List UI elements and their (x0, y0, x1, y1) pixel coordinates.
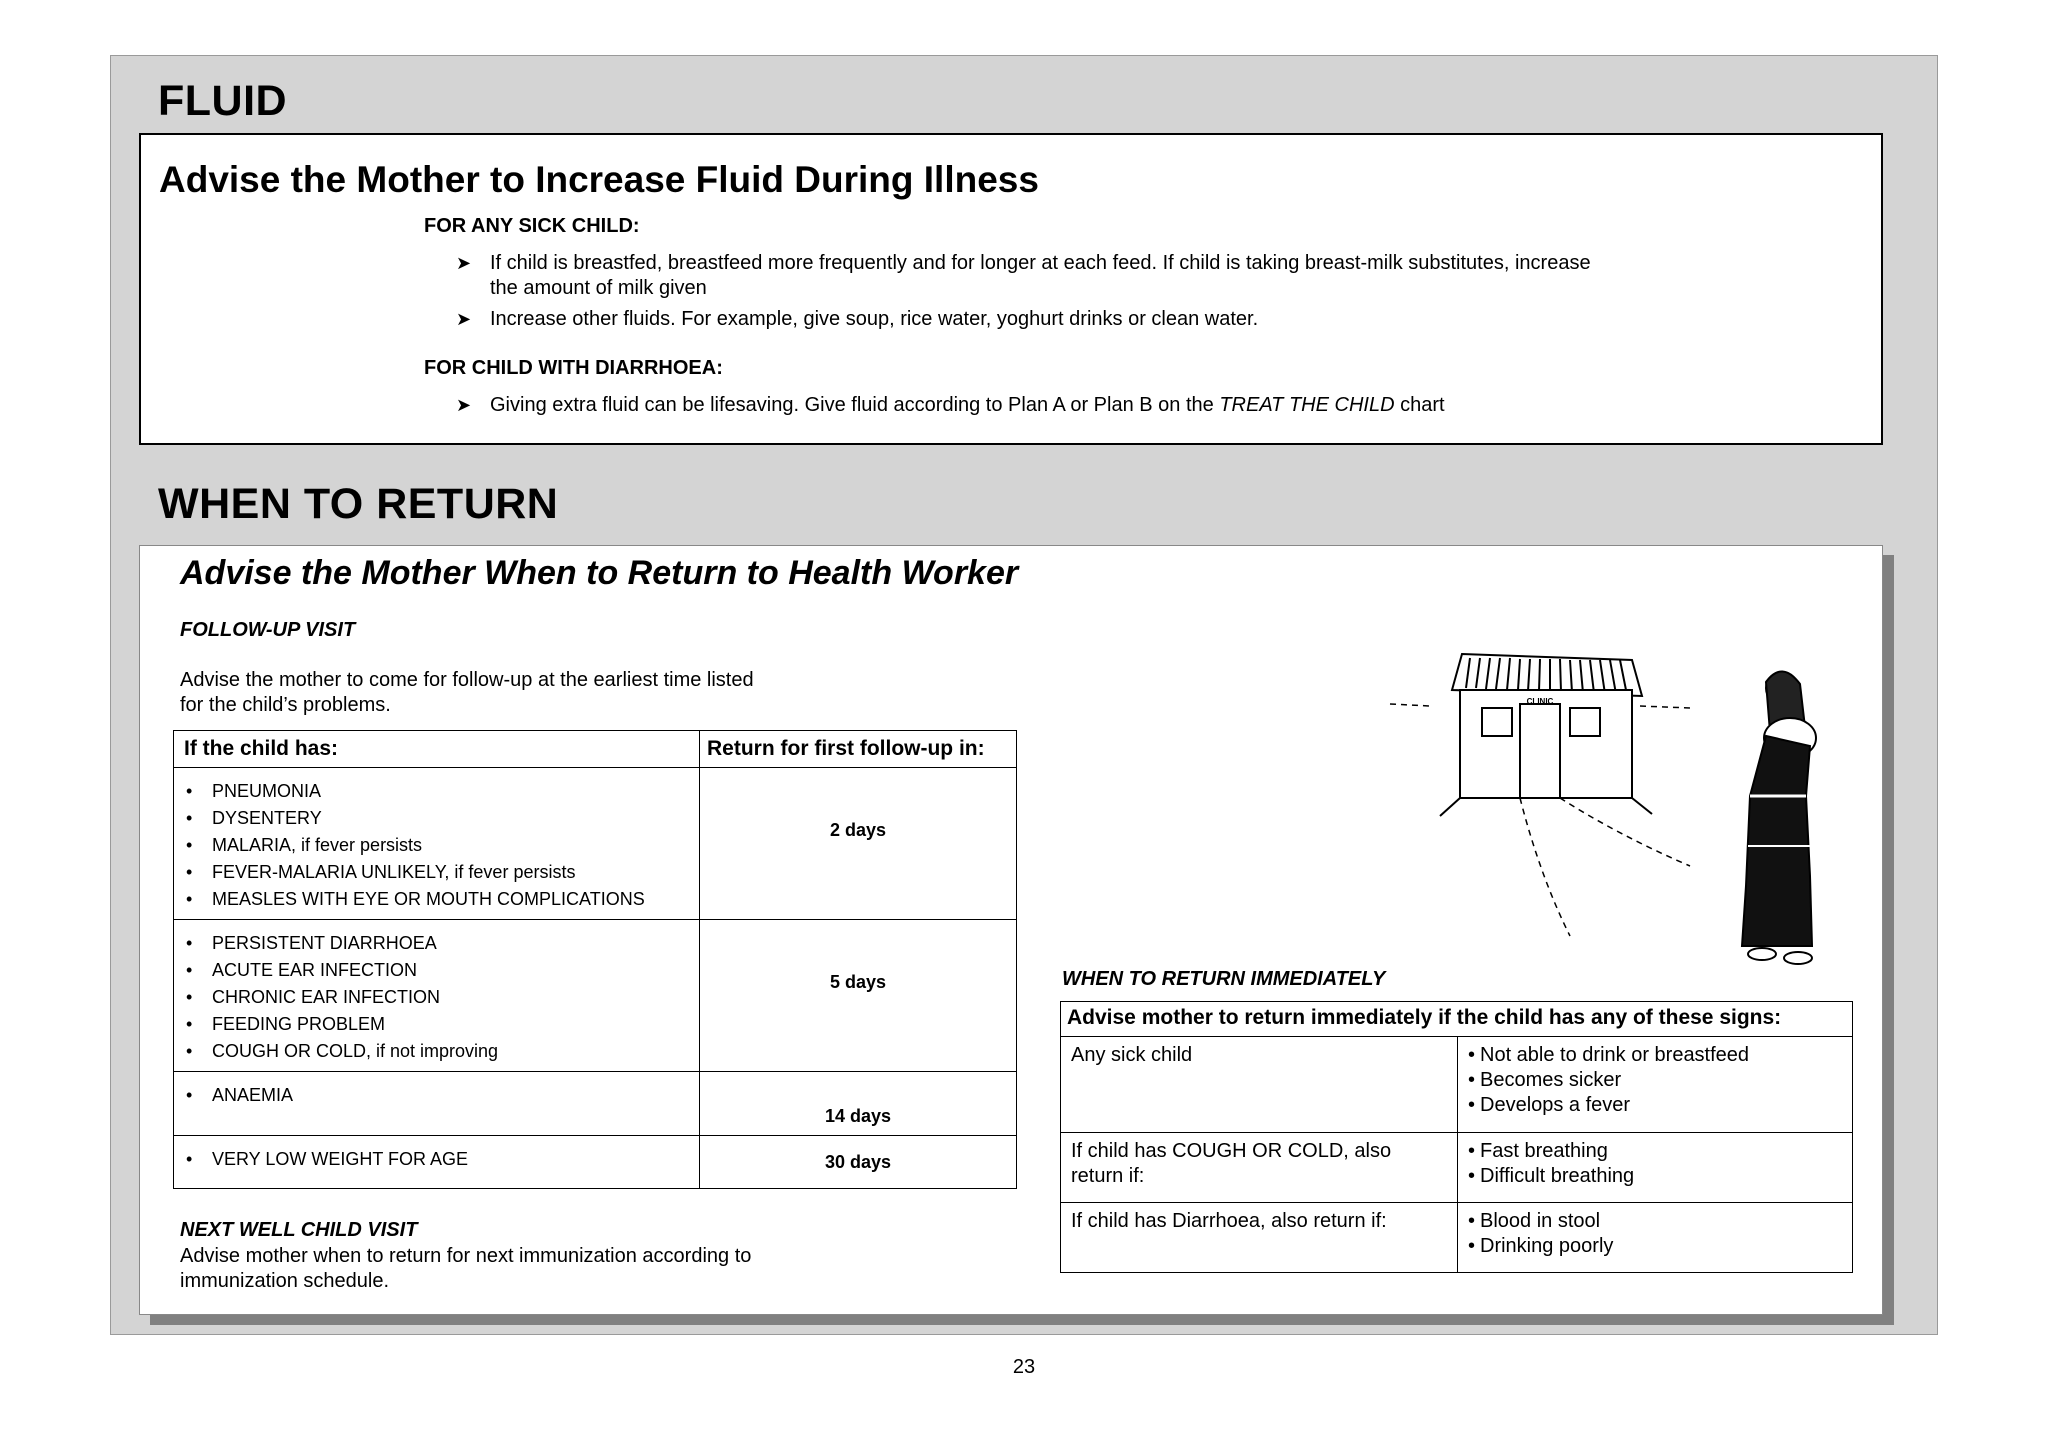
days-value: 5 days (700, 920, 1017, 1072)
header-return: Return for first follow-up in: (700, 731, 1017, 768)
list-item: • FEEDING PROBLEM (186, 1011, 699, 1038)
days-value: 14 days (700, 1072, 1017, 1136)
list-item: • ACUTE EAR INFECTION (186, 957, 699, 984)
fluid-box (139, 133, 1883, 445)
sick-child-item-1: ➤ If child is breastfed, breastfeed more frequently and for longer at each feed. If child is taking breast-milk substitutes, increase the amount of milk given (456, 252, 1591, 299)
followup-table (173, 730, 1017, 1189)
list-item: • Not able to drink or breastfeed (1468, 1043, 1842, 1068)
list-item: • Blood in stool (1468, 1209, 1842, 1234)
list-item: • CHRONIC EAR INFECTION (186, 984, 699, 1011)
table-row (174, 920, 1017, 1072)
list-item: • Drinking poorly (1468, 1234, 1842, 1259)
clinic-sign: CLINIC (1526, 697, 1554, 706)
table-row (174, 1136, 1017, 1189)
list-item: • COUGH OR COLD, if not improving (186, 1038, 699, 1065)
fluid-section-title: FLUID (158, 77, 288, 125)
list-item: • Difficult breathing (1468, 1164, 1842, 1189)
diarrhoea-label: FOR CHILD WITH DIARRHOEA: (424, 357, 723, 379)
list-item: • ANAEMIA (186, 1082, 699, 1109)
immediate-header: Advise mother to return immediately if the child has any of these signs: (1061, 1002, 1853, 1037)
return-box (139, 545, 1883, 1315)
header-condition: If the child has: (174, 731, 700, 768)
condition-cell: If child has Diarrhoea, also return if: (1061, 1203, 1458, 1273)
table-row (1061, 1203, 1853, 1273)
table-header-row (174, 731, 1017, 768)
clinic-building-icon (1440, 654, 1652, 816)
table-row (1061, 1037, 1853, 1133)
list-item: • VERY LOW WEIGHT FOR AGE (186, 1146, 699, 1173)
page-number: 23 (1012, 1356, 1036, 1378)
sick-child-label: FOR ANY SICK CHILD: (424, 215, 640, 237)
clinic-mother-illustration (1370, 646, 1870, 986)
list-item: • DYSENTERY (186, 805, 699, 832)
arrow-bullet-icon: ➤ (456, 253, 472, 273)
list-item: • MEASLES WITH EYE OR MOUTH COMPLICATIONS (186, 886, 699, 913)
table-row (174, 1072, 1017, 1136)
list-item: • Develops a fever (1468, 1093, 1842, 1118)
followup-label: FOLLOW-UP VISIT (180, 619, 356, 641)
table-header-row (1061, 1002, 1853, 1037)
table-row (174, 768, 1017, 920)
list-item: • MALARIA, if fever persists (186, 832, 699, 859)
immediate-table (1060, 1001, 1853, 1273)
days-value: 2 days (700, 768, 1017, 920)
immediate-label: WHEN TO RETURN IMMEDIATELY (1062, 968, 1386, 990)
list-item: • Fast breathing (1468, 1139, 1842, 1164)
return-section-title: WHEN TO RETURN (158, 480, 559, 528)
condition-cell: If child has COUGH OR COLD, also return if: (1061, 1133, 1458, 1203)
list-item: • PERSISTENT DIARRHOEA (186, 930, 699, 957)
sick-child-item-2: ➤ Increase other fluids. For example, give soup, rice water, yoghurt drinks or clean water. (456, 308, 1259, 330)
well-child-label: NEXT WELL CHILD VISIT (180, 1219, 418, 1241)
days-value: 30 days (700, 1136, 1017, 1189)
mother-with-baby-icon (1742, 671, 1816, 964)
list-item: • FEVER-MALARIA UNLIKELY, if fever persists (186, 859, 699, 886)
return-heading: Advise the Mother When to Return to Health Worker (180, 554, 1019, 592)
table-row (1061, 1133, 1853, 1203)
arrow-bullet-icon: ➤ (456, 309, 472, 329)
well-child-text: Advise mother when to return for next immunization according to immunization schedule. (180, 1245, 752, 1292)
arrow-bullet-icon: ➤ (456, 395, 472, 415)
diarrhoea-item: ➤ Giving extra fluid can be lifesaving. Give fluid according to Plan A or Plan B on the TREAT THE CHILD chart (456, 394, 1445, 416)
fluid-heading: Advise the Mother to Increase Fluid During Illness (159, 159, 1039, 200)
condition-cell: Any sick child (1061, 1037, 1458, 1133)
list-item: • PNEUMONIA (186, 778, 699, 805)
list-item: • Becomes sicker (1468, 1068, 1842, 1093)
followup-text: Advise the mother to come for follow-up at the earliest time listed for the child’s problems. (180, 669, 754, 716)
